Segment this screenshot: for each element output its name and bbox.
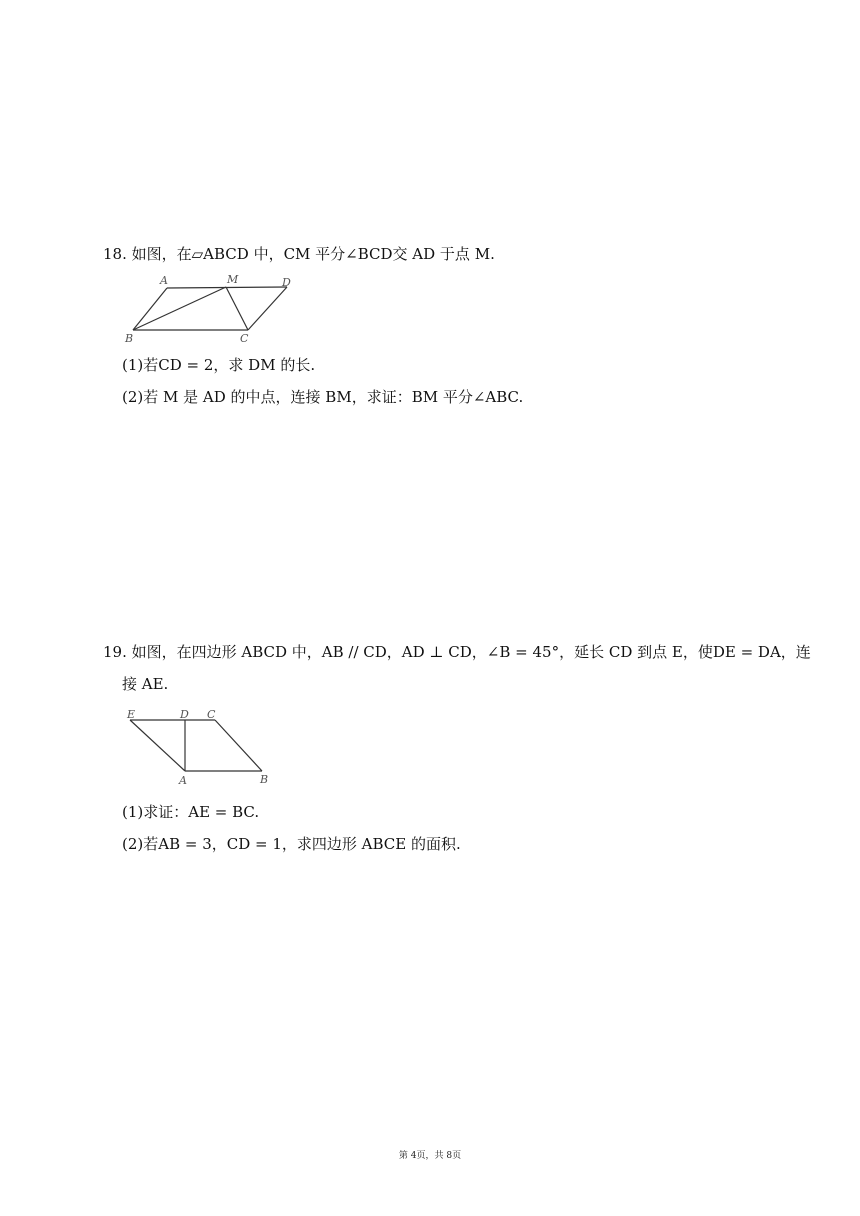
label-M: M bbox=[227, 273, 239, 286]
label-D: D bbox=[282, 276, 291, 289]
label-E: E bbox=[127, 708, 136, 721]
label-B: B bbox=[125, 332, 134, 345]
edge-CD bbox=[248, 287, 287, 330]
label-D: D bbox=[180, 708, 189, 721]
q19-stem-line2: 接 AE. bbox=[122, 675, 169, 693]
q19-part2: (2)若AB = 3，CD = 1，求四边形 ABCE 的面积. bbox=[122, 835, 461, 853]
q18-stem: 18. 如图，在▱ABCD 中，CM 平分∠BCD交 AD 于点 M. bbox=[103, 245, 495, 263]
quadrilateral-figure bbox=[120, 704, 280, 789]
segment-AE bbox=[130, 720, 185, 771]
q19-stem-line1: 19. 如图，在四边形 ABCD 中，AB // CD，AD ⊥ CD，∠B = 45°，延长 CD 到点 E，使DE = DA，连 bbox=[103, 643, 811, 661]
label-C: C bbox=[240, 332, 249, 345]
edge-BC bbox=[215, 720, 262, 771]
label-A: A bbox=[179, 774, 187, 787]
q19-figure bbox=[120, 704, 280, 793]
q19-part1: (1)求证：AE = BC. bbox=[122, 803, 260, 821]
segment-CM bbox=[226, 287, 248, 330]
segment-BM bbox=[133, 287, 226, 330]
page-footer: 第 4页，共 8页 bbox=[398, 1151, 462, 1161]
label-A: A bbox=[160, 274, 168, 287]
label-B: B bbox=[260, 773, 269, 786]
edge-AB bbox=[133, 288, 167, 330]
label-C: C bbox=[207, 708, 216, 721]
parallelogram-figure bbox=[120, 272, 320, 347]
q18-part2: (2)若 M 是 AD 的中点，连接 BM，求证：BM 平分∠ABC. bbox=[122, 388, 524, 406]
q18-part1: (1)若CD = 2，求 DM 的长. bbox=[122, 356, 316, 374]
q18-figure bbox=[120, 272, 320, 351]
